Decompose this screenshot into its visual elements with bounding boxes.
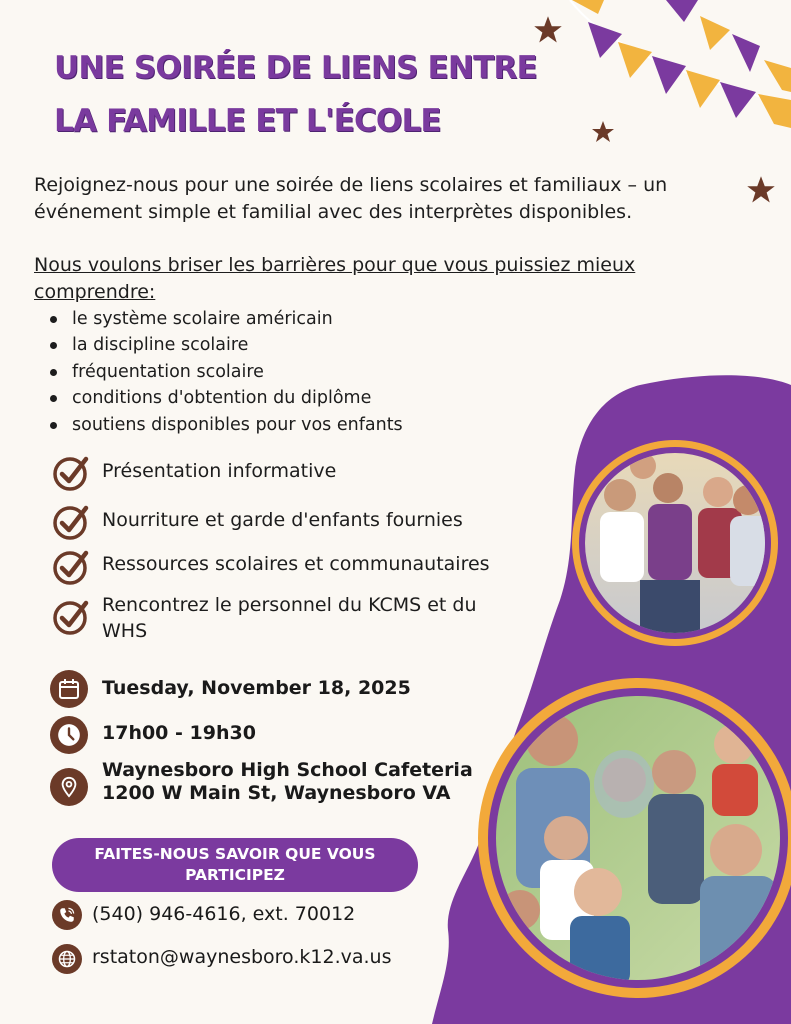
list-item: la discipline scolaire <box>48 332 403 358</box>
intro-text: Rejoignez-nous pour une soirée de liens scolaires et familiaux – un événement simple et familial avec des interprètes disponibles. <box>34 174 668 223</box>
feature-item: Présentation informative <box>102 460 337 482</box>
title-line: UNE SOIRÉE DE LIENS ENTRE <box>54 50 537 86</box>
check-circle-icon <box>52 453 92 493</box>
feature-item: Rencontrez le personnel du KCMS et du WHS <box>102 594 477 642</box>
page-title <box>54 42 554 148</box>
phone-icon <box>52 900 82 930</box>
event-date: Tuesday, November 18, 2025 <box>102 677 411 699</box>
email-link[interactable]: rstaton@waynesboro.k12.va.us <box>92 946 392 968</box>
feature-item: Nourriture et garde d'enfants fournies <box>102 509 463 531</box>
rsvp-label: FAITES-NOUS SAVOIR QUE VOUS <box>94 845 376 863</box>
clock-icon <box>50 716 88 754</box>
location-line: 1200 W Main St, Waynesboro VA <box>102 782 451 804</box>
event-location <box>102 759 473 805</box>
rsvp-button[interactable] <box>52 838 418 892</box>
calendar-icon <box>50 670 88 708</box>
event-time: 17h00 - 19h30 <box>102 722 256 744</box>
barriers-heading: Nous voulons briser les barrières pour que vous puissiez mieux comprendre: <box>34 254 636 303</box>
rsvp-label: PARTICIPEZ <box>185 866 285 884</box>
list-item: le système scolaire américain <box>48 306 403 332</box>
globe-icon <box>52 944 82 974</box>
check-circle-icon <box>52 547 92 587</box>
location-line: Waynesboro High School Cafeteria <box>102 759 473 781</box>
topic-list <box>48 306 403 438</box>
list-item: fréquentation scolaire <box>48 359 403 385</box>
list-item: conditions d'obtention du diplôme <box>48 385 403 411</box>
check-circle-icon <box>52 502 92 542</box>
phone-link[interactable]: (540) 946-4616, ext. 70012 <box>92 903 356 925</box>
feature-item: Ressources scolaires et communautaires <box>102 553 490 575</box>
title-line: LA FAMILLE ET L'ÉCOLE <box>54 103 441 139</box>
check-circle-icon <box>52 597 92 637</box>
list-item: soutiens disponibles pour vos enfants <box>48 412 403 438</box>
location-pin-icon <box>50 768 88 806</box>
